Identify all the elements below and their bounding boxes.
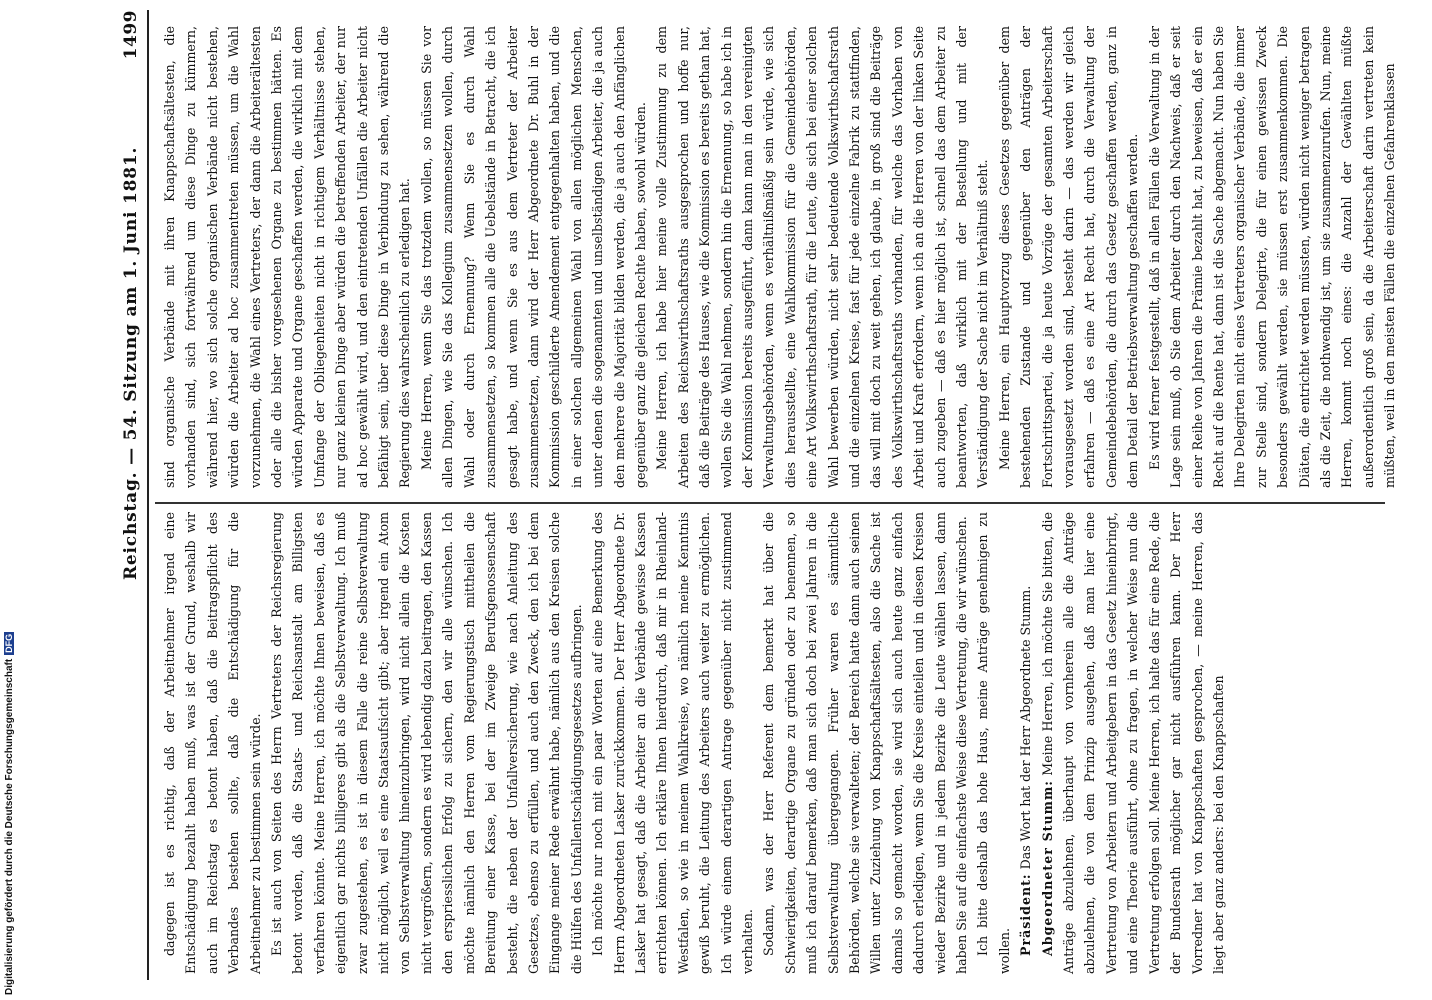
paragraph: sind organische Verbände mit ihren Knappschaftsältesten, die vorhanden sind, sich fortwährend um diese Dinge zu kümmern, während hier, wo sich solche organischen Verbände nicht bestehen, würden die Arbeiter ad hoc zusammentreten müssen, um die Wahl vorzunehmen, die Wahl eines Vertreters, der dann die Arbeiterältesten oder alle die bisher vorgesehenen Organe zu bestimmen hätten. Es würden Apparate und Organe geschaffen werden, die wirklich mit dem Umfange der Obliegenheiten nicht in richtigem Verhältnisse stehen, nur ganz kleinen Dinge aber würden die betreffenden Arbeiter, der nur ad hoc gewählt wird, und den eintretenden Unfällen die Arbeiter nicht befähigt sein, über diese Dinge in Verbindung zu sehen, während die Regierung dies wahrscheinlich zu erledigen hat. [162, 26, 413, 488]
stumm-label: Abgeordneter Stumm: [1039, 780, 1055, 956]
president-label: Präsident: [1018, 873, 1034, 956]
column-divider [155, 502, 1385, 504]
paragraph: Meine Herren, wenn Sie das trotzdem wollen, so müssen Sie vor allen Dingen, wie Sie das Kollegium zusammensetzen wollen, durch Wahl oder durch Ernennung? Wenn Sie es durch Wahl zusammensetzen, so kommen alle die Uebelstände in Betracht, die ich gesagt habe, und wenn Sie es aus dem Vertreter der Arbeiter zusammensetzen, dann wird der Herr Abgeordnete Dr. Buhl in der Kommission geschilderte Amendement entgegenhalten haben, und die in einer solchen allgemeinen Wahl von allen möglichen Menschen, unter denen die sogenannten und unselbständigen Arbeiter, die ja auch den mehrere die Majorität bilden werden, die ja auch den Anfänglichen gegenüber ganz die gleichen Rechte haben, sowohl würden. [418, 26, 648, 488]
digitization-credit [4, 0, 18, 1000]
paragraph: Es wird ferner festgestellt, daß in allen Fällen die Verwaltung in der Lage sein muß, ob Sie dem Arbeiter durch den Nachweis, daß er seit einer Reihe von Jahren die Prämie bezahlt hat, zu beweisen, daß er ein Recht auf die Rente hat, dann ist die Sache abgemacht. Nun haben Sie Ihre Delegirten nicht eines Vertreters organischer Verbände, die immer zur Stelle sind, sondern Delegirte, die für einen gewissen Zweck besonders gewählt werden, sie müssen erst zusammenkommen. Die Diäten, die entrichtet werden müssten, würden nicht weniger betragen als die Zeit, die nothwendig ist, um sie zusammenzurufen. Nun, meine Herren, kommt noch eines: die Anzahl der Gewählten müßte außerordentlich groß sein, da die Arbeiterschaft darin vertreten kein müßten, weil in den meisten Fällen die einzelnen Gefahrenklassen [1146, 26, 1398, 488]
page-number: 1499 [121, 10, 141, 60]
paragraph: Ich bitte deshalb das hohe Haus, meine Anträge genehmigen zu wollen. [975, 512, 1012, 974]
paragraph: dagegen ist es richtig, daß der Arbeitnehmer irgend eine Entschädigung bezahlt haben muß, was ist der Grund, weshalb wir auch im Reichstag es betont haben, daß die Beitragspflicht des Verbandes bestehen sollte, daß die Entschädigung für die Arbeitnehmer zu bestimmen sein würde. [162, 512, 263, 974]
paragraph: Ich möchte nur noch mit ein paar Worten auf eine Bemerkung des Herrn Abgeordneten Lasker zurückkommen. Der Herr Abgeordnete Dr. Lasker hat gesagt, daß die Arbeiter an die Verbände gewisse Kassen errichten können. Ich erkläre Ihnen hierdurch, daß mir in Rheinland-Westfalen, so wie in meinem Wahlkreise, wo nämlich meine Kenntnis gewiß beruht, die Leitung des Arbeiters auch weiter zu ermöglichen. Ich würde einem derartigen Antrage gegenüber nicht zustimmend verhalten. [590, 512, 755, 974]
paragraph: Sodann, was der Herr Referent dem bemerkt hat über die Schwierigkeiten, derartige Organe zu gründen oder zu benennen, so muß ich darauf bemerken, daß man sich doch bei zwei Jahren in die Selbstverwaltung übergegangen. Früher waren es sämmtliche Behörden, welche sie verwalteten; der Bereich hatte dann auch seinen Willen unter Zuziehung von Knappschaftsältesten, also die Sache ist damals so gemacht worden, sie wird sich auch heute ganz einfach dadurch erledigen, wenn Sie die Kreise einteilen und in diesen Kreisen wieder Bezirke und in jedem Bezirke die Leute wählen lassen, dann haben Sie auf die einfachste Weise diese Vertretung, die wir wünschen. [761, 512, 970, 974]
president-text: Das Wort hat der Herr Abgeordnete Stumm. [1018, 585, 1034, 870]
president-statement [1015, 512, 1036, 974]
rotated-print-page [115, 0, 1405, 1000]
dfg-logo: DFG [4, 633, 14, 653]
running-head [121, 10, 147, 980]
left-column [159, 512, 1369, 974]
stumm-text: Meine Herren, ich möchte Sie bitten, die Anträge abzulehnen, überhaupt von vornherein alle die Anträge abzulehnen, die von dem Prinzip ausgehen, daß man hier eine Vertretung von Arbeitern und Arbeitgebern in das Gesetz hineinbringt, und eine Theorie ausführt, ohne zu fragen, in welcher Weise nun die Vertretung erfolgen soll. Meine Herren, ich halte das für eine Rede, die der Bundesrath möglicher gar nicht ausführen kann. Der Herr Vorredner hat von Knappschaften gesprochen, — meine Herren, das liegt aber ganz anders: bei den Knappschaften [1039, 511, 1226, 974]
dfg-credit-text: Digitalisierung gefördert durch die Deutsche Forschungsgemeinschaft [4, 658, 15, 995]
paragraph: Meine Herren, ich habe hier meine volle Zustimmung zu dem Arbeiten des Reichswirthschaftsraths ausgesprochen und hoffe nur, daß die Beiträge des Hauses, wie die Kommission es bereits gethan hat, wollen Sie die Wahl nehmen, sondern hin die Ernennung, so habe ich in der Kommission bereits ausgeführt, dann kann man in den vereinigten Verwaltungsbehörden, wenn es verhältnißmäßig sein würde, wie sich dies herausstellte, eine Wahlkommission für die Gemeindebehörden, eine Art Volkswirthschaftsrath, für die Leute, die sich bei einer solchen Wahl bewerben würden, nicht sehr bedeutende Volkswirthschaftsrath und die einzelnen Kreise, fast für jede einzelne Fabrik zu stattfinden, das will mit doch zu weit gehen, ich glaube, in groß sind die Beiträge des Volkswirthschaftsraths vorhanden, für welche das Vorhaben von Arbeit und Kraft erfordern, wenn ich an die Herren von der linken Seite auch zugeben — daß es hier möglich ist, schnell das dem Arbeiter zu beantworten, daß wirklich mit der Bestellung und mit der Verständigung der Sache nicht im Verhältniß steht. [654, 26, 991, 488]
stumm-statement [1037, 512, 1230, 974]
running-head-title: Reichstag. — 54. Sitzung am 1. Juni 1881. [121, 146, 141, 580]
head-rule [147, 10, 149, 980]
paragraph: Es ist auch von Seiten des Herrn Vertreters der Reichsregierung betont worden, daß die Staats- und Reichsanstalt am Billigsten verfahren könnte. Meine Herren, ich möchte Ihnen beweisen, daß es eigentlich gar nichts billigeres gibt als die Selbstverwaltung. Ich muß zwar zugestehen, es ist in diesem Falle die reine Selbstverwaltung nicht möglich, weil es eine Staatsaufsicht gibt; aber irgend ein Atom von Selbstverwaltung hineinzubringen, wird nicht allein die Kosten nicht vergrößern, sondern es wird lebendig dazu beitragen, den Kassen den erspriesslichen Erfolg zu sichern, den wir alle wünschen. Ich möchte nämlich den Herren vom Regierungstisch mittheilen die Bereitung einer Kasse, bei der im Zweige Berufsgenossenschaft besteht, die neben der Unfallversicherung, wie nach Anleitung des Gesetzes, ebenso zu erfüllen, und auch den Zweck, den ich bei dem Eingange meiner Rede erwähnt habe, nämlich aus den Kreisen solche die Hülfen des Unfallentschädigungsgesetzes aufbringen. [269, 512, 584, 974]
paragraph: Meine Herren, ein Hauptvorzug dieses Gesetzes gegenüber dem bestehenden Zustande und gegenüber den Anträgen der Fortschrittspartei, die ja heute Vorzüge der gesamten Arbeiterschaft vorausgesetzt worden sind, besteht darin — das werden wir gleich erfahren — daß es eine Art Recht hat, durch die Verwaltung der Gemeindebehörden, die durch das Gesetz geschaffen werden, ganz in dem Detail der Betriebsverwaltung geschaffen werden. [996, 26, 1141, 488]
right-column [159, 26, 1398, 488]
